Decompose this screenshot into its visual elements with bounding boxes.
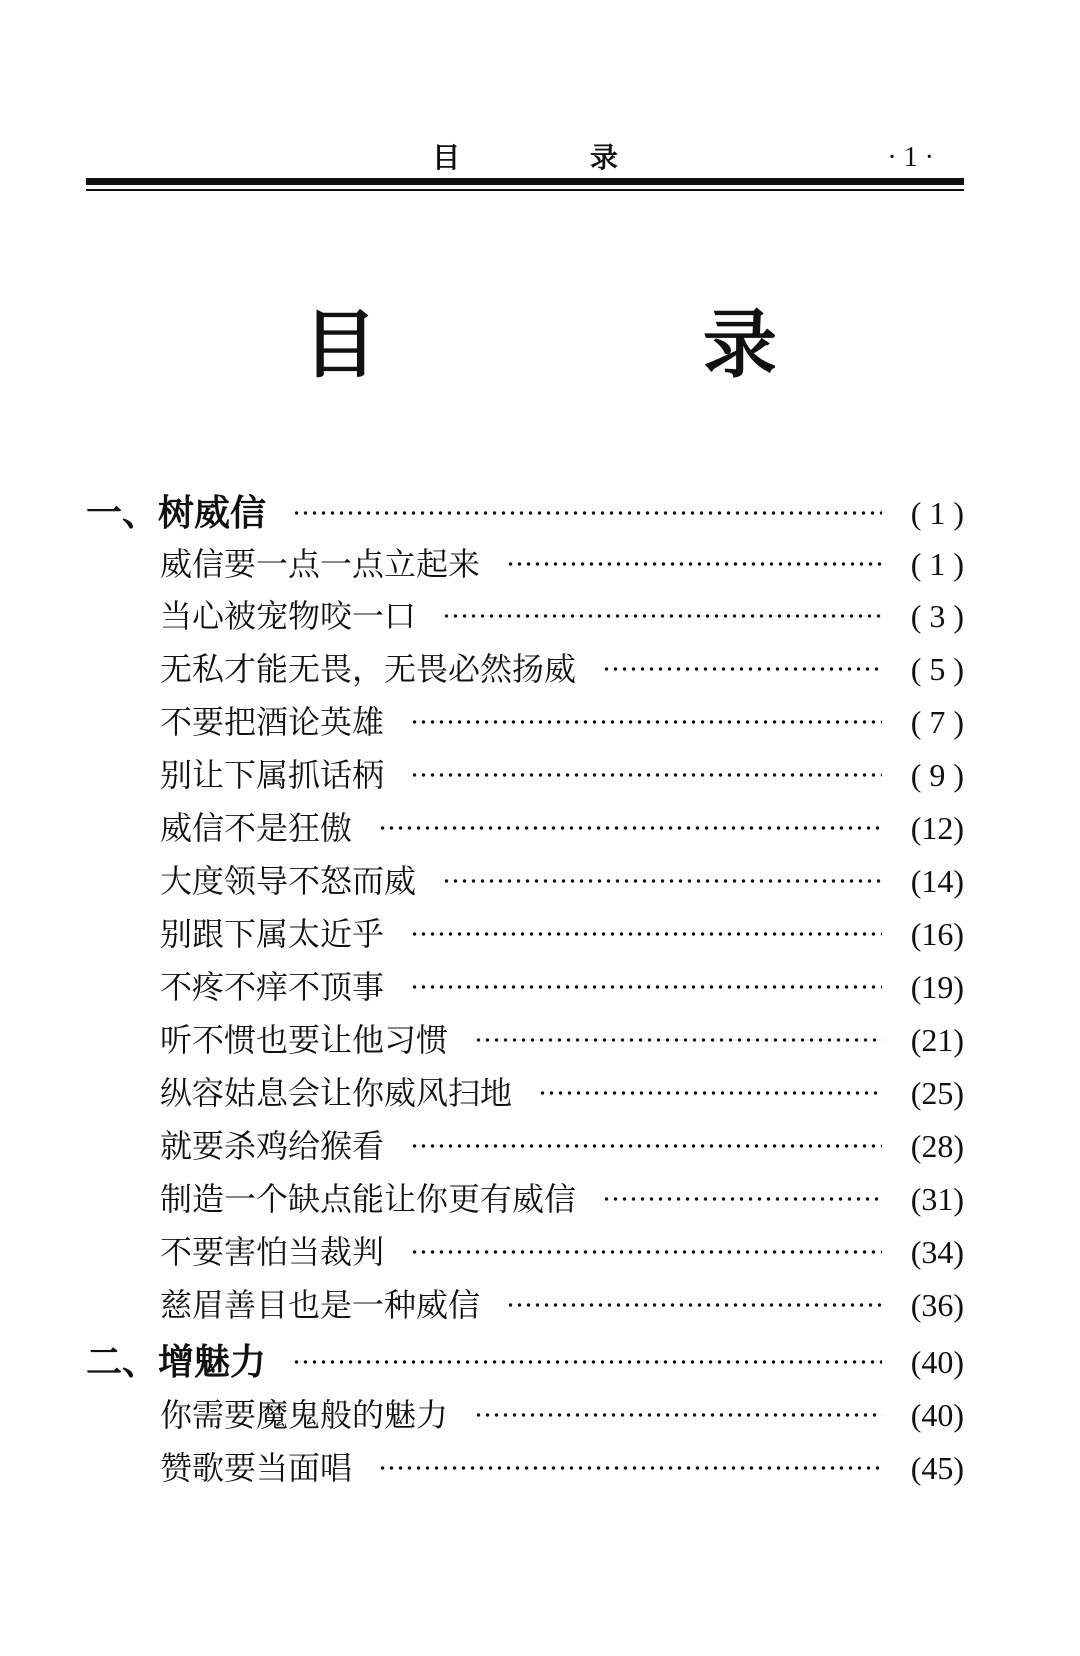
toc-leader-dots — [602, 1197, 882, 1201]
toc-leader-dots — [538, 1091, 882, 1095]
toc-entry-row — [86, 1280, 964, 1330]
toc-entry-row — [86, 803, 964, 853]
page-number: · 1 · — [887, 142, 934, 173]
toc-page-number: (19) — [910, 969, 964, 1005]
toc-leader-dots — [442, 879, 882, 883]
toc-leader-dots — [292, 511, 882, 515]
toc-leader-dots — [410, 720, 882, 724]
toc-entry-title: 纵容姑息会让你威风扫地 — [160, 1074, 513, 1112]
header-rule-thin — [86, 189, 964, 191]
toc-page-number: ( 9 ) — [910, 757, 964, 793]
toc-page-number: (34) — [910, 1234, 964, 1270]
toc-leader-dots — [410, 1250, 882, 1254]
toc-entry-title: 不疼不痒不顶事 — [160, 968, 385, 1006]
toc-page-number: (12) — [910, 810, 964, 846]
toc-entry-row — [86, 1121, 964, 1171]
toc-entry-title: 制造一个缺点能让你更有威信 — [160, 1180, 577, 1218]
toc-leader-dots — [410, 773, 882, 777]
toc-leader-dots — [410, 985, 882, 989]
toc-entry-row — [86, 856, 964, 906]
toc-leader-dots — [410, 932, 882, 936]
toc-leader-dots — [474, 1413, 882, 1417]
toc-leader-dots — [506, 1303, 882, 1307]
toc-section-row — [86, 1337, 964, 1387]
toc-entry-title: 无私才能无畏，无畏必然扬威 — [160, 650, 577, 688]
toc-entry-title: 不要把酒论英雄 — [160, 703, 385, 741]
toc-leader-dots — [378, 826, 882, 830]
toc-page-number: ( 1 ) — [910, 546, 964, 582]
toc-page-number: (40) — [910, 1344, 964, 1380]
toc-entry-row — [86, 1015, 964, 1065]
toc-page-number: (31) — [910, 1181, 964, 1217]
toc-leader-dots — [442, 614, 882, 618]
toc-entry-title: 就要杀鸡给猴看 — [160, 1127, 385, 1165]
toc-entry-title: 大度领导不怒而威 — [160, 862, 417, 900]
toc-entry-row — [86, 1390, 964, 1440]
toc-leader-dots — [378, 1466, 882, 1470]
page-title: 目 录 — [303, 302, 927, 388]
toc-page-number: ( 3 ) — [910, 598, 964, 634]
toc-leader-dots — [410, 1144, 882, 1148]
toc-entry-title: 慈眉善目也是一种威信 — [160, 1286, 481, 1324]
toc-page-number: (25) — [910, 1075, 964, 1111]
toc-section-title: 一、树威信 — [86, 492, 267, 534]
toc-section-title: 二、增魅力 — [86, 1341, 267, 1383]
header-rule-thick — [86, 178, 964, 185]
toc-page-number: (16) — [910, 916, 964, 952]
toc-entry-title: 你需要魔鬼般的魅力 — [160, 1396, 449, 1434]
running-header — [86, 136, 964, 180]
toc-entry-title: 别让下属抓话柄 — [160, 756, 385, 794]
toc-page-number: ( 5 ) — [910, 651, 964, 687]
toc-entry-title: 听不惯也要让他习惯 — [160, 1021, 449, 1059]
toc-entry-row — [86, 591, 964, 641]
toc-leader-dots — [506, 562, 882, 566]
toc-entry-title: 当心被宠物咬一口 — [160, 597, 417, 635]
toc-entry-title: 威信要一点一点立起来 — [160, 545, 481, 583]
toc-entry-row — [86, 1227, 964, 1277]
toc-entry-title: 别跟下属太近乎 — [160, 915, 385, 953]
toc-page-number: (14) — [910, 863, 964, 899]
toc-entry-row — [86, 1068, 964, 1118]
toc-entry-row — [86, 539, 964, 589]
toc-page-number: ( 7 ) — [910, 704, 964, 740]
toc-page-number: (40) — [910, 1397, 964, 1433]
toc-entry-title: 不要害怕当裁判 — [160, 1233, 385, 1271]
toc-leader-dots — [292, 1360, 882, 1364]
toc-page-number: ( 1 ) — [910, 495, 964, 531]
toc-entry-title: 赞歌要当面唱 — [160, 1449, 353, 1487]
running-title: 目 录 — [432, 141, 678, 174]
toc-page-number: (21) — [910, 1022, 964, 1058]
toc-entry-row — [86, 909, 964, 959]
toc-entry-row — [86, 644, 964, 694]
toc-entry-row — [86, 1443, 964, 1493]
toc-page-number: (36) — [910, 1287, 964, 1323]
toc-page-number: (28) — [910, 1128, 964, 1164]
toc-leader-dots — [602, 667, 882, 671]
toc-leader-dots — [474, 1038, 882, 1042]
toc-entry-row — [86, 697, 964, 747]
toc-section-row — [86, 488, 964, 538]
toc-page-number: (45) — [910, 1450, 964, 1486]
toc-entry-row — [86, 750, 964, 800]
toc-entry-row — [86, 1174, 964, 1224]
toc-entry-title: 威信不是狂傲 — [160, 809, 353, 847]
toc-entry-row — [86, 962, 964, 1012]
